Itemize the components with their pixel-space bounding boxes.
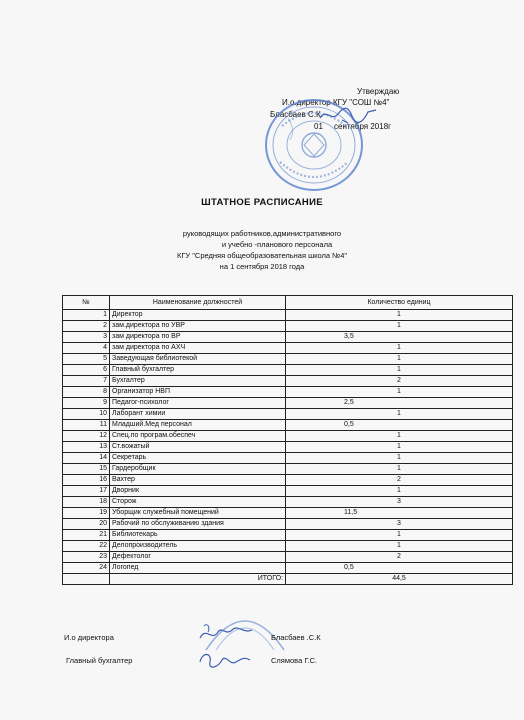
table-row	[63, 497, 513, 508]
row-position-name: Вахтер	[110, 475, 286, 486]
table-row	[63, 508, 513, 519]
table-row	[63, 552, 513, 563]
approval-signature	[318, 104, 378, 126]
table-row	[63, 464, 513, 475]
table-row	[63, 486, 513, 497]
row-number: 15	[63, 464, 110, 475]
table-row	[63, 376, 513, 387]
row-quantity: 1	[286, 387, 513, 398]
row-position-name: Уборщик служебный помещений	[110, 508, 286, 519]
row-position-name: Заведующая библиотекой	[110, 354, 286, 365]
subtitle-line: и учебно -планового персонала	[221, 240, 333, 249]
row-number: 2	[63, 321, 110, 332]
row-quantity: 1	[286, 321, 513, 332]
row-quantity: 1	[286, 453, 513, 464]
row-quantity: 3,5	[286, 332, 513, 343]
row-quantity: 0,5	[286, 420, 513, 431]
row-number: 18	[63, 497, 110, 508]
row-number: 24	[63, 563, 110, 574]
row-position-name: Ст.вожатый	[110, 442, 286, 453]
total-label: ИТОГО:	[110, 574, 286, 585]
row-quantity: 1	[286, 354, 513, 365]
approval-date-rest: сентября 2018г	[334, 122, 392, 131]
table-row	[63, 354, 513, 365]
row-quantity: 1	[286, 343, 513, 354]
row-quantity: 2	[286, 475, 513, 486]
row-number: 17	[63, 486, 110, 497]
row-quantity: 3	[286, 497, 513, 508]
row-quantity: 1	[286, 365, 513, 376]
row-quantity: 3	[286, 519, 513, 530]
row-number: 4	[63, 343, 110, 354]
row-position-name: Лаборант химии	[110, 409, 286, 420]
header-position: Наименование должностей	[110, 296, 286, 310]
table-row	[63, 519, 513, 530]
total-empty-cell	[63, 574, 110, 585]
approval-date-day: 01	[314, 122, 323, 131]
row-number: 21	[63, 530, 110, 541]
row-position-name: Младший.Мед персонал	[110, 420, 286, 431]
row-number: 3	[63, 332, 110, 343]
row-number: 12	[63, 431, 110, 442]
table-row	[63, 442, 513, 453]
row-number: 19	[63, 508, 110, 519]
row-quantity: 1	[286, 530, 513, 541]
table-row	[63, 541, 513, 552]
row-position-name: Логопед	[110, 563, 286, 574]
row-quantity: 0,5	[286, 563, 513, 574]
table-row	[63, 387, 513, 398]
row-number: 13	[63, 442, 110, 453]
table-row	[63, 310, 513, 321]
row-quantity: 1	[286, 486, 513, 497]
table-row	[63, 365, 513, 376]
approval-position: И.о.директор КГУ "СОШ №4"	[282, 98, 390, 107]
table-row	[63, 475, 513, 486]
row-quantity: 2	[286, 376, 513, 387]
row-position-name: Спец.по програм.обеспеч	[110, 431, 286, 442]
approval-word: Утверждаю	[357, 87, 400, 96]
row-number: 11	[63, 420, 110, 431]
header-quantity: Количество единиц	[286, 296, 513, 310]
row-number: 8	[63, 387, 110, 398]
row-position-name: Организатор НВП	[110, 387, 286, 398]
table-row	[63, 453, 513, 464]
row-quantity: 1	[286, 409, 513, 420]
director-title: И.о директора	[64, 633, 114, 642]
table-row	[63, 563, 513, 574]
row-number: 23	[63, 552, 110, 563]
staffing-table	[62, 295, 513, 585]
row-quantity: 2,5	[286, 398, 513, 409]
row-position-name: Библиотекарь	[110, 530, 286, 541]
row-number: 16	[63, 475, 110, 486]
row-number: 10	[63, 409, 110, 420]
row-position-name: зам директора по АХЧ	[110, 343, 286, 354]
row-number: 5	[63, 354, 110, 365]
subtitle-line: на 1 сентября 2018 года	[219, 262, 305, 271]
row-position-name: Бухгалтер	[110, 376, 286, 387]
row-number: 6	[63, 365, 110, 376]
table-row	[63, 420, 513, 431]
accountant-title: Главный бухгалтер	[66, 656, 133, 665]
row-position-name: Директор	[110, 310, 286, 321]
official-stamp-partial	[200, 600, 290, 652]
row-position-name: Секретарь	[110, 453, 286, 464]
table-row	[63, 343, 513, 354]
row-quantity: 11,5	[286, 508, 513, 519]
subtitle-line: руководящих работников,административного	[182, 229, 342, 238]
table-row	[63, 431, 513, 442]
row-position-name: Дворник	[110, 486, 286, 497]
table-row	[63, 530, 513, 541]
document-title: ШТАТНОЕ РАСПИСАНИЕ	[201, 197, 323, 208]
row-position-name: зам.директора по УВР	[110, 321, 286, 332]
row-number: 14	[63, 453, 110, 464]
row-quantity: 2	[286, 552, 513, 563]
approval-name: Бласбаев С.К.	[270, 110, 323, 119]
table-row	[63, 398, 513, 409]
row-number: 7	[63, 376, 110, 387]
total-row	[63, 574, 513, 585]
row-quantity: 1	[286, 431, 513, 442]
row-quantity: 1	[286, 310, 513, 321]
row-number: 20	[63, 519, 110, 530]
row-quantity: 1	[286, 442, 513, 453]
table-header-row	[63, 296, 513, 310]
row-position-name: Главный бухгалтер	[110, 365, 286, 376]
accountant-name: Слямова Г.С.	[271, 656, 318, 665]
row-quantity: 1	[286, 541, 513, 552]
table-row	[63, 321, 513, 332]
row-number: 9	[63, 398, 110, 409]
row-position-name: Рабочий по обслуживанию здания	[110, 519, 286, 530]
row-position-name: зам директора по ВР	[110, 332, 286, 343]
row-position-name: Дефектолог	[110, 552, 286, 563]
row-position-name: Педагог-психолог	[110, 398, 286, 409]
subtitle-line: КГУ "Средняя общеобразовательная школа №4"	[176, 251, 348, 260]
table-row	[63, 332, 513, 343]
accountant-signature	[194, 648, 254, 672]
header-number: №	[63, 296, 110, 310]
table-row	[63, 409, 513, 420]
row-number: 1	[63, 310, 110, 321]
row-quantity: 1	[286, 464, 513, 475]
total-value: 44,5	[286, 574, 513, 585]
row-number: 22	[63, 541, 110, 552]
row-position-name: Гардеробщик	[110, 464, 286, 475]
row-position-name: Сторож	[110, 497, 286, 508]
row-position-name: Делопроизводитель	[110, 541, 286, 552]
director-name: Бласбаев .С.К	[271, 633, 321, 642]
